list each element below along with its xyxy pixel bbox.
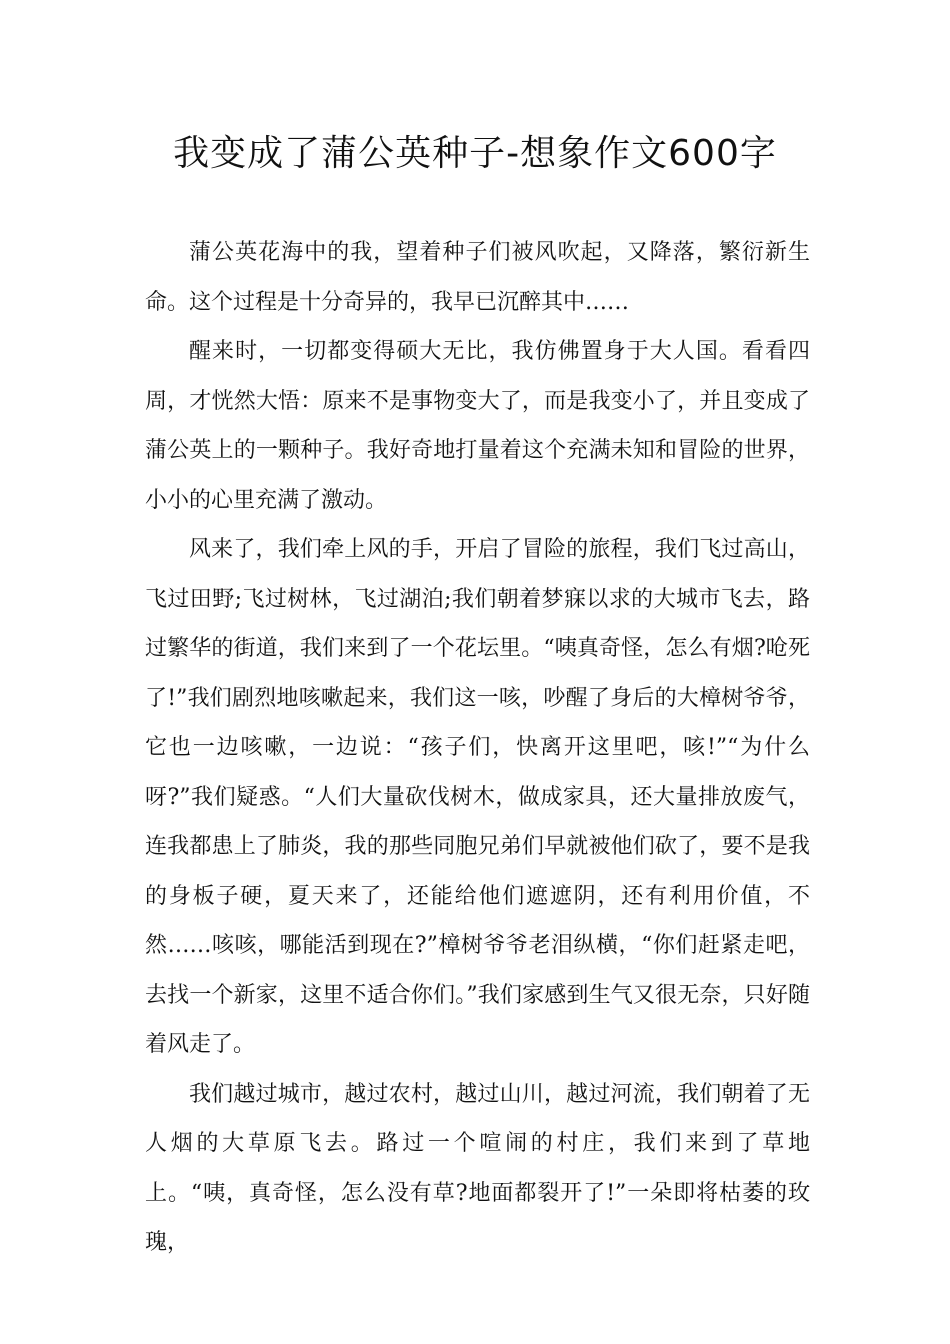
paragraph: 风来了，我们牵上风的手，开启了冒险的旅程，我们飞过高山，飞过田野;飞过树林，飞过湖泊;我们朝着梦寐以求的大城市飞去，路过繁华的街道，我们来到了一个花坛里。“咦真奇怪，怎么有烟?呛死了!”我们剧烈地咳嗽起来，我们这一咳，吵醒了身后的大樟树爷爷，它也一边咳嗽，一边说：“孩子们，快离开这里吧，咳!”“为什么呀?”我们疑惑。“人们大量砍伐树木，做成家具，还大量排放废气，连我都患上了肺炎，我的那些同胞兄弟们早就被他们砍了，要不是我的身板子硬，夏天来了，还能给他们遮遮阴，还有利用价值，不然……咳咳，哪能活到现在?”樟树爷爷老泪纵横，“你们赶紧走吧，去找一个新家，这里不适合你们。”我们家感到生气又很无奈，只好随着风走了。: [145, 537, 810, 1057]
paragraph: 醒来时，一切都变得硕大无比，我仿佛置身于大人国。看看四周，才恍然大悟：原来不是事物变大了，而是我变小了，并且变成了蒲公英上的一颗种子。我好奇地打量着这个充满未知和冒险的世界，小小的心里充满了激动。: [145, 339, 810, 513]
document-title: 我变成了蒲公英种子-想象作文600字: [173, 133, 777, 174]
paragraph: 蒲公英花海中的我，望着种子们被风吹起，又降落，繁衍新生命。这个过程是十分奇异的，我早已沉醉其中……: [145, 240, 810, 315]
paragraph: 我们越过城市，越过农村，越过山川，越过河流，我们朝着了无人烟的大草原飞去。路过一个喧闹的村庄，我们来到了草地上。“咦，真奇怪，怎么没有草?地面都裂开了!”一朵即将枯萎的玫瑰，: [145, 1081, 810, 1255]
document-body: [145, 228, 810, 1268]
